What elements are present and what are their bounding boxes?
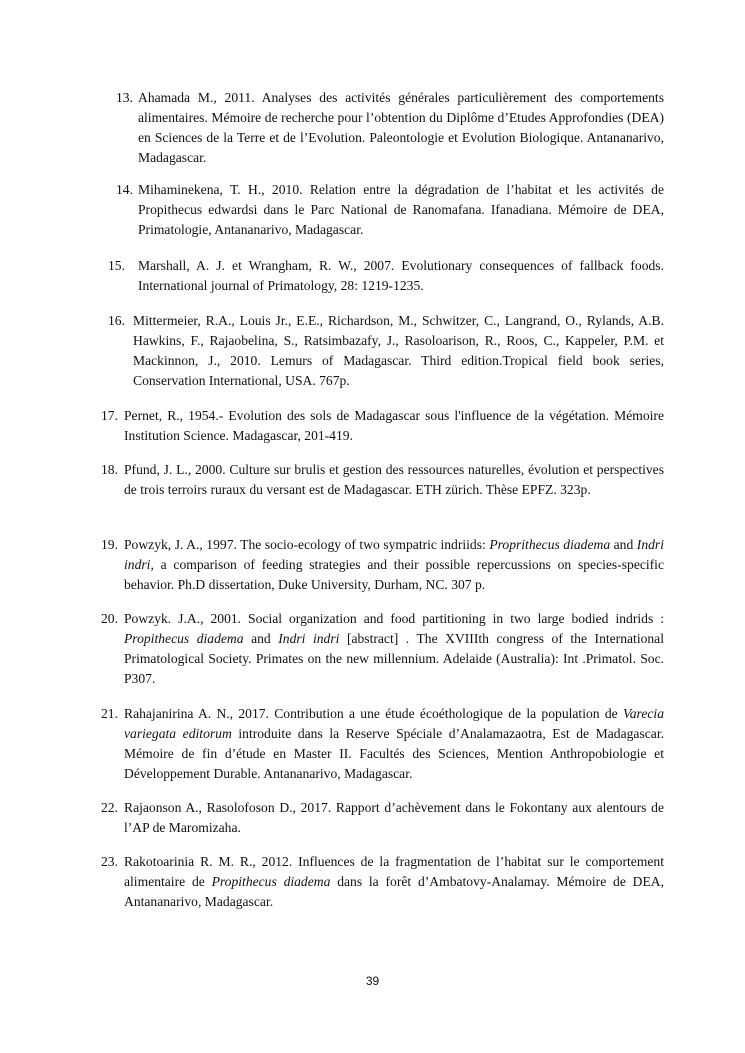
reference-text-segment: Rakotoarinia R. M. R., 2012. Influences de la fragmentation de l’habitat sur le comportement alimentaire de	[124, 854, 664, 889]
reference-number: 16.	[108, 313, 125, 328]
reference-text	[124, 460, 664, 500]
reference-entry	[101, 798, 664, 838]
reference-text-segment: Pernet, R., 1954.- Evolution des sols de Madagascar sous l'influence de la végétation. Mémoire Institution Science. Madagascar, 201-419.	[124, 408, 664, 443]
reference-text-segment: and	[243, 631, 279, 646]
reference-number: 14.	[116, 182, 133, 197]
reference-text	[138, 256, 664, 296]
reference-number: 21.	[101, 706, 118, 721]
reference-entry	[101, 406, 664, 446]
reference-entry	[101, 609, 664, 689]
italic-species-name: Varecia variegata editorum	[124, 706, 664, 741]
reference-entry	[101, 460, 664, 500]
reference-entry	[116, 88, 664, 168]
reference-entry	[101, 704, 664, 784]
reference-text-segment: Rahajanirina A. N., 2017. Contribution a une étude écoéthologique de la population de	[124, 706, 623, 721]
reference-number: 19.	[101, 537, 118, 552]
reference-number: 13.	[116, 90, 133, 105]
reference-entry	[108, 311, 664, 391]
reference-text-segment: , a comparison of feeding strategies and their possible repercussions on species-specific behavior. Ph.D dissertation, Duke University, Durham, NC. 307 p.	[124, 557, 664, 592]
reference-entry	[101, 535, 664, 595]
reference-number: 23.	[101, 854, 118, 869]
reference-text-segment: Mihaminekena, T. H., 2010. Relation entre la dégradation de l’habitat et les activités de Propithecus edwardsi dans le Parc National de Ranomafana. Ifanadiana. Mémoire de DEA, Primatologie, Antananarivo, Madagascar.	[138, 182, 664, 237]
reference-text-segment: Rajaonson A., Rasolofoson D., 2017. Rapport d’achèvement dans le Fokontany aux alentours de l’AP de Maromizaha.	[124, 800, 664, 835]
italic-species-name: Indri indri	[124, 537, 664, 572]
reference-number: 20.	[101, 611, 118, 626]
italic-species-name: Propithecus diadema	[124, 631, 244, 646]
reference-text-segment: Ahamada M., 2011. Analyses des activités générales particulièrement des comportements alimentaires. Mémoire de recherche pour l’obtention du Diplôme d’Etudes Approfondies (DEA) en Sciences de la Terre et de l’Evolution. Paleontologie et Evolution Biologique. Antananarivo, Madagascar.	[138, 90, 664, 165]
reference-text	[138, 88, 664, 168]
italic-species-name: Indri indri	[278, 631, 340, 646]
reference-number: 18.	[101, 462, 118, 477]
reference-text-segment: Powzyk. J.A., 2001. Social organization and food partitioning in two large bodied indrids :	[124, 611, 664, 626]
reference-entry	[108, 256, 664, 296]
reference-text-segment: [abstract] . The XVIIIth congress of the International Primatological Society. Primates on the new millennium. Adelaide (Australia): Int .Primatol. Soc. P307.	[124, 631, 664, 686]
reference-number: 15.	[108, 258, 125, 273]
reference-text	[124, 535, 664, 595]
reference-text	[124, 704, 664, 784]
reference-text-segment: Pfund, J. L., 2000. Culture sur brulis et gestion des ressources naturelles, évolution et perspectives de trois terroirs ruraux du versant est de Madagascar. ETH zürich. Thèse EPFZ. 323p.	[124, 462, 664, 497]
reference-text	[124, 609, 664, 689]
reference-number: 22.	[101, 800, 118, 815]
reference-text	[133, 311, 664, 391]
reference-text-segment: dans la forêt d’Ambatovy-Analamay. Mémoire de DEA, Antananarivo, Madagascar.	[124, 874, 664, 909]
italic-species-name: Propithecus diadema	[211, 874, 331, 889]
reference-text	[124, 852, 664, 912]
reference-entry	[101, 852, 664, 912]
reference-entry	[116, 180, 664, 240]
reference-text-segment: introduite dans la Reserve Spéciale d’Analamazaotra, Est de Madagascar. Mémoire de fin d’étude en Master II. Facultés des Sciences, Mention Anthropobiologie et Développement Durable. Antananarivo, Madagascar.	[124, 726, 664, 781]
page-number: 39	[365, 974, 380, 988]
reference-text-segment: Mittermeier, R.A., Louis Jr., E.E., Richardson, M., Schwitzer, C., Langrand, O., Rylands, A.B. Hawkins, F., Rajaobelina, S., Ratsimbazafy, J., Rasoloarison, R., Roos, C., Kappeler, P.M. et Mackinnon, J., 2010. Lemurs of Madagascar. Third edition.Tropical field book series, Conservation International, USA. 767p.	[133, 313, 664, 388]
reference-text-segment: Marshall, A. J. et Wrangham, R. W., 2007. Evolutionary consequences of fallback foods. International journal of Primatology, 28: 1219-1235.	[138, 258, 664, 293]
italic-species-name: Proprithecus diadema	[489, 537, 611, 552]
reference-text	[124, 798, 664, 838]
reference-text	[138, 180, 664, 240]
reference-number: 17.	[101, 408, 118, 423]
reference-text-segment: and	[610, 537, 637, 552]
reference-text-segment: Powzyk, J. A., 1997. The socio-ecology of two sympatric indriids:	[124, 537, 490, 552]
reference-text	[124, 406, 664, 446]
